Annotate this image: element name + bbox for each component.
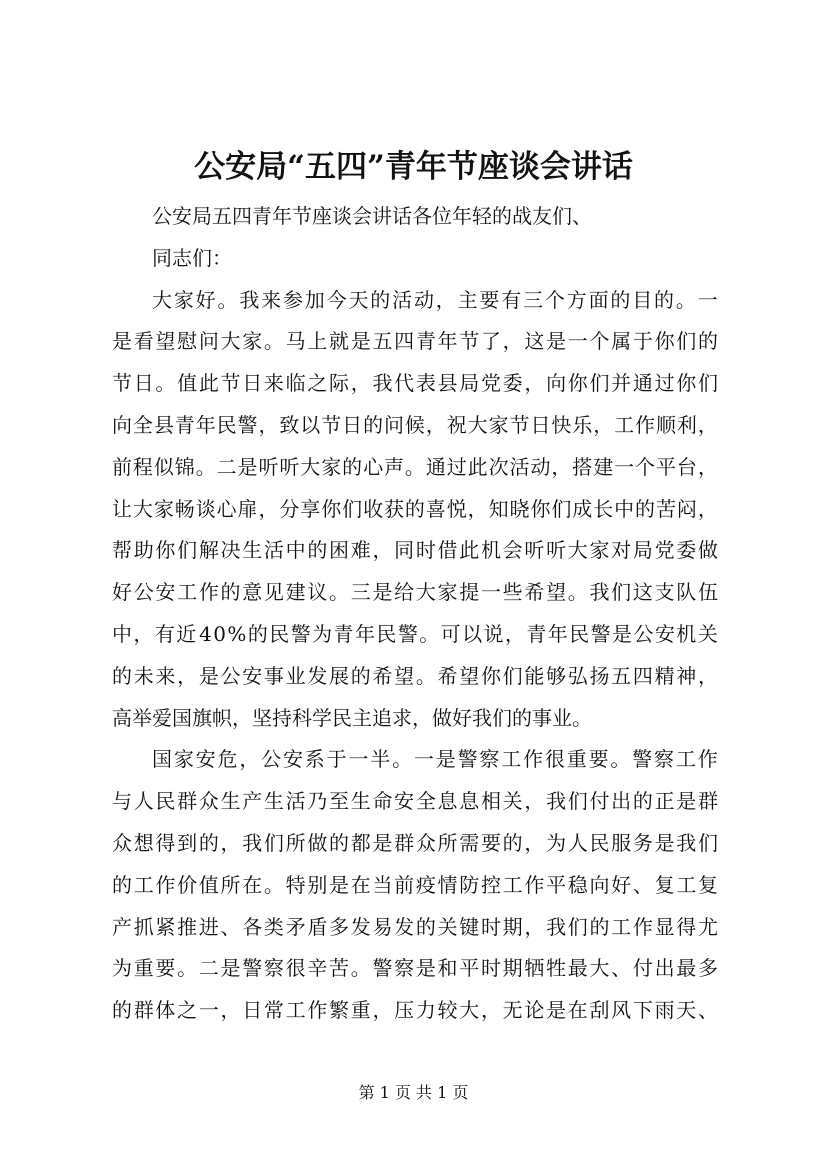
text-line: 的 群 体 之 一 ， 日 常 工 作 繁 重 ， 压 力 较 大 ， 无 论 是 在 刮 风 下 雨 天 、 [112, 998, 718, 1023]
text-line: 好 公 安 工 作 的 意 见 建 议 。 三 是 给 大 家 提 一 些 希 望 。 我 们 这 支 队 伍 [112, 580, 718, 605]
text-line: 是 看 望 慰 问 大 家 。 马 上 就 是 五 四 青 年 节 了 ， 这 是 一 个 属 于 你 们 的 [112, 329, 718, 354]
text-line: 前 程 似 锦 。 二 是 听 听 大 家 的 心 声 。 通 过 此 次 活 动 ， 搭 建 一 个 平 台 ， [112, 454, 718, 479]
text-line: 与 人 民 群 众 生 产 生 活 乃 至 生 命 安 全 息 息 相 关 ， 我 们 付 出 的 正 是 群 [112, 789, 718, 814]
document-body [112, 196, 718, 1032]
text-line: 节 日 。 值 此 节 日 来 临 之 际 ， 我 代 表 县 局 党 委 ， 向 你 们 并 通 过 你 们 [112, 371, 718, 396]
text-line: 的 未 来 ， 是 公 安 事 业 发 展 的 希 望 。 希 望 你 们 能 够 弘 扬 五 四 精 神 ， [112, 663, 718, 688]
page-footer: 第 1 页 共 1 页 [358, 1083, 469, 1102]
text-line: 帮 助 你 们 解 决 生 活 中 的 困 难 ， 同 时 借 此 机 会 听 听 大 家 对 局 党 委 做 [112, 538, 718, 563]
text-line: 国 家 安 危 ， 公 安 系 于 一 半 。 一 是 警 察 工 作 很 重 要 。 警 察 工 作 [152, 747, 718, 772]
text-line: 向 全 县 青 年 民 警 ， 致 以 节 日 的 问 候 ， 祝 大 家 节 日 快 乐 ， 工 作 顺 利 ， [112, 412, 718, 437]
text-line: 产 抓 紧 推 进 、 各 类 矛 盾 多 发 易 发 的 关 键 时 期 ， 我 们 的 工 作 显 得 尤 [112, 914, 718, 939]
text-line: 公安局五四青年节座谈会讲话各位年轻的战友们、 [152, 204, 592, 228]
text-line: 中 ， 有 近 4 0 % 的 民 警 为 青 年 民 警 。 可 以 说 ， 青 年 民 警 是 公 安 机 关 [112, 621, 718, 646]
text-line: 为 重 要 。 二 是 警 察 很 辛 苦 。 警 察 是 和 平 时 期 牺 牲 最 大 、 付 出 最 多 [112, 956, 718, 981]
text-line: 众 想 得 到 的 ， 我 们 所 做 的 都 是 群 众 所 需 要 的 ， 为 人 民 服 务 是 我 们 [112, 830, 718, 855]
text-line: 的 工 作 价 值 所 在 。 特 别 是 在 当 前 疫 情 防 控 工 作 平 稳 向 好 、 复 工 复 [112, 872, 718, 897]
text-line: 同志们： [152, 245, 232, 270]
text-line: 大 家 好 。 我 来 参 加 今 天 的 活 动 ， 主 要 有 三 个 方 面 的 目 的 。 一 [152, 287, 718, 312]
text-line: 高举爱国旗帜，坚持科学民主追求，做好我们的事业。 [112, 705, 592, 730]
document-title: 公安局“五四”青年节座谈会讲话 [194, 149, 633, 185]
text-line: 让 大 家 畅 谈 心 扉 ， 分 享 你 们 收 获 的 喜 悦 ， 知 晓 你 们 成 长 中 的 苦 闷 ， [112, 496, 718, 521]
